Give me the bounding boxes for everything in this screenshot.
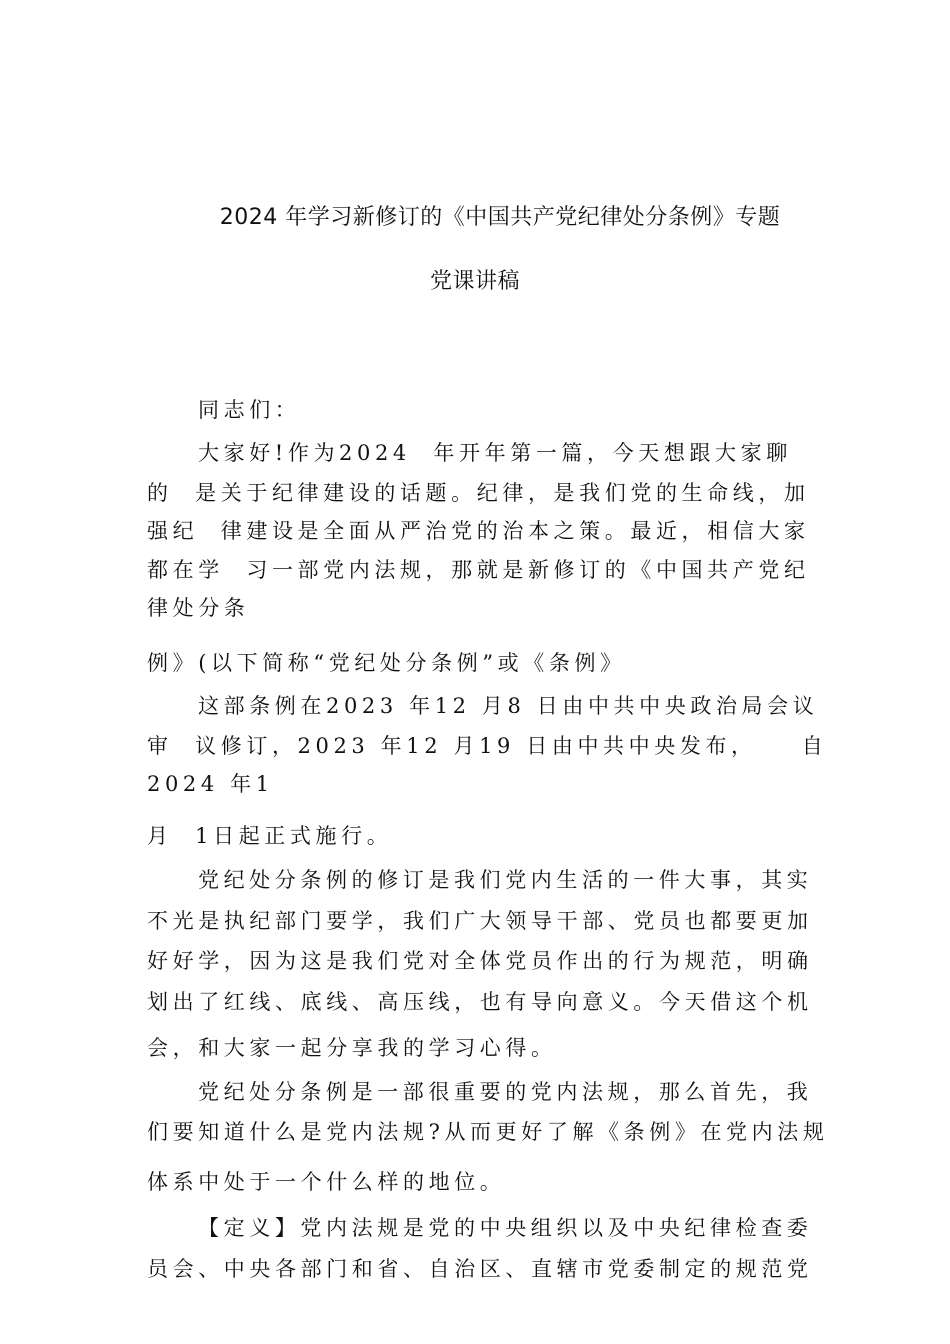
salutation: 同志们： [198,398,301,422]
body-line: 都在学 习一部党内法规，那就是新修订的《中国共产党纪 [147,558,810,582]
body-line: 党纪处分条例的修订是我们党内生活的一件大事，其实 [198,868,813,892]
document-title-line-2: 党课讲稿 [429,269,520,294]
body-line: 好好学，因为这是我们党对全体党员作出的行为规范，明确 [147,949,813,973]
body-line: 强纪 律建设是全面从严治党的治本之策。最近，相信大家 [147,519,810,543]
body-line: 划出了红线、底线、高压线，也有导向意义。今天借这个机 [147,990,813,1014]
body-line: 不光是执纪部门要学，我们广大领导干部、党员也都要更加 [147,909,813,933]
body-line: 党纪处分条例是一部很重要的党内法规，那么首先，我 [198,1080,813,1104]
body-line: 审 议修订，2023 年12 月19 日由中共中央发布， 自 [147,734,828,758]
body-line: 这部条例在2023 年12 月8 日由中共中央政治局会议 [198,694,819,718]
body-line: 们要知道什么是党内法规?从而更好了解《条例》在党内法规 [147,1120,829,1144]
body-line: 会，和大家一起分享我的学习心得。 [147,1036,557,1060]
body-line: 2024 年1 [147,772,274,796]
document-title-line-1: 2024 年学习新修订的《中国共产党纪律处分条例》专题 [219,205,781,230]
body-line: 【定义】党内法规是党的中央组织以及中央纪律检查委 [198,1216,813,1240]
body-line: 例》(以下简称“党纪处分条例”或《条例》 [147,651,626,675]
body-line: 的 是关于纪律建设的话题。纪律，是我们党的生命线，加 [147,481,810,505]
body-line: 体系中处于一个什么样的地位。 [147,1170,506,1194]
body-line: 员会、中央各部门和省、自治区、直辖市党委制定的规范党 [147,1257,813,1281]
body-line: 月 1日起正式施行。 [147,824,393,848]
body-line: 大家好!作为2024 年开年第一篇，今天想跟大家聊 [198,441,792,465]
body-line: 律处分条 [147,596,250,620]
